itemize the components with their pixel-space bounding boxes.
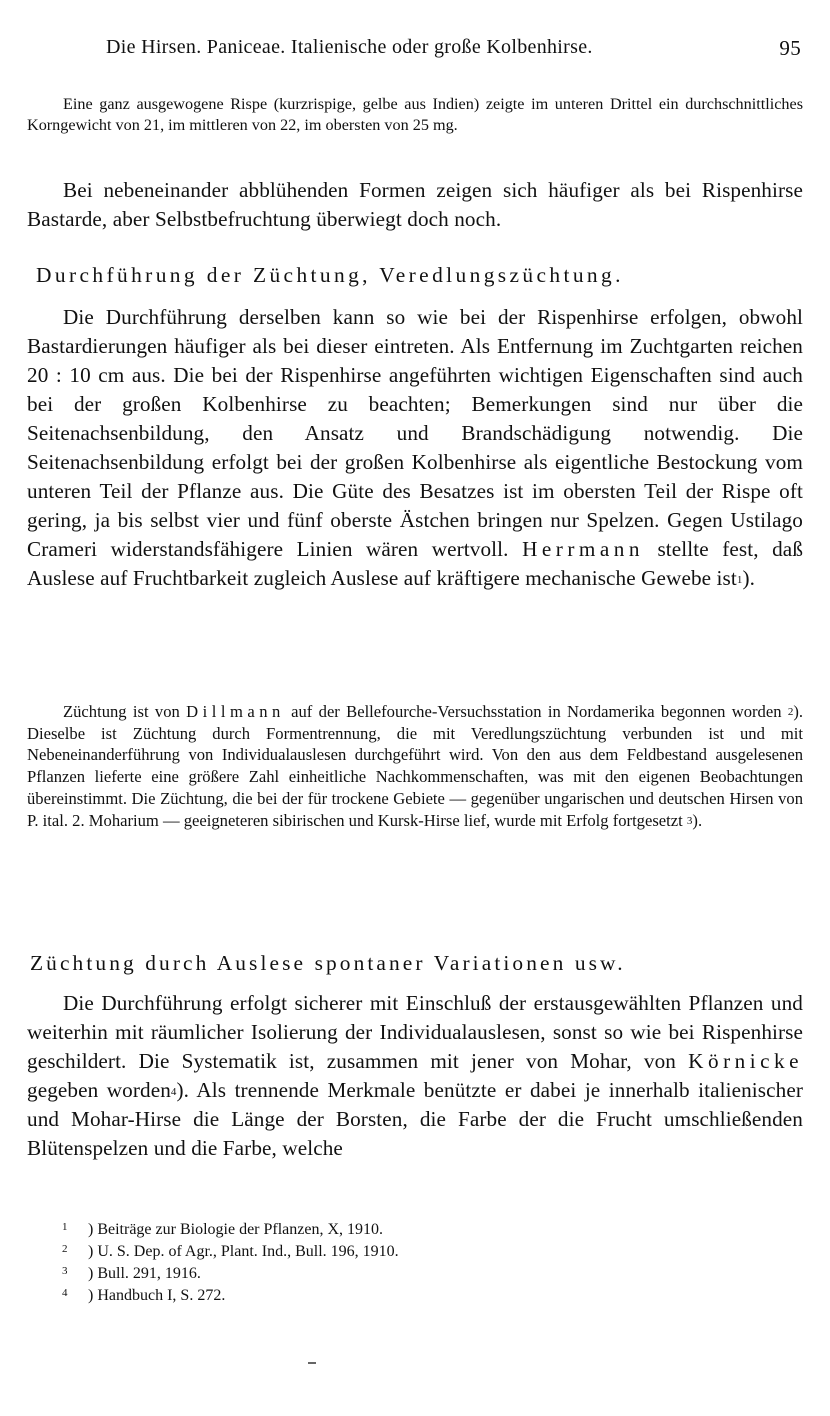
author-name-dillmann: Dillmann [186,702,285,721]
running-title: Die Hirsen. Paniceae. Italienische oder große Kolbenhirse. [106,36,593,58]
footnote-text: ) Beiträge zur Biologie der Pflanzen, X, 1910. [88,1221,384,1238]
text-span: Die Durchführung derselben kann so wie bei der Rispenhirse erfolgen, obwohl Bastardierungen häufiger als bei dieser eintreten. Als Entfernung im Zuchtgarten reichen 20 : 10 cm aus. Die bei der Rispenhirse angeführten wichtigen Eigenschaften sind auch bei der großen Kolbenhirse zu beachten; Bemerkungen sind nur über die Seitenachsenbildung, den Ansatz und Brandschädigung notwendig. Die Seitenachsenbildung erfolgt bei der großen Kolbenhirse als eigentliche Bestockung vom unteren Teil der Pflanze aus. Die Güte des Besatzes ist im obersten Teil der Rispe oft gering, ja bis selbst vier und fünf oberste Ästchen bringen nur Spelzen. Gegen Ustilago Crameri widerstandsfähigere Linien wären wertvoll. [27,305,803,561]
footnote-number: 4 [62,1287,68,1299]
text-span: Die Durchführung erfolgt sicherer mit Einschluß der erstausgewählten Pflanzen und weiterhin mit räumlicher Isolierung der Individualauslesen, sonst so wie bei Rispenhirse geschildert. Die Systematik ist, zusammen mit jener von Mohar, von [27,991,803,1073]
footnote-number: 3 [62,1265,68,1277]
footnote-mark [62,1241,88,1263]
text-span: ). [692,810,703,830]
paragraph-selection-procedure [27,989,803,1163]
section-heading-breeding: Durchführung der Züchtung, Veredlungszüchtung. [36,263,624,287]
text-span: stellte fest, daß Auslese auf Fruchtbarkeit zugleich Auslese auf kräftigere mechanische Gewebe ist [27,537,804,590]
footnote-number: 2 [62,1243,68,1255]
footnote-text: ) U. S. Dep. of Agr., Plant. Ind., Bull. 196, 1910. [88,1243,399,1260]
footnote-text: ) Handbuch I, S. 272. [88,1287,226,1304]
paragraph-grain-weight: Eine ganz ausgewogene Rispe (kurzrispige, gelbe aus Indien) zeigte im unteren Drittel ein durchschnittliches Korngewicht von 21, im mittleren von 22, im obersten von 25 mg. [27,95,803,134]
text-span: ). [742,566,756,590]
footnotes [62,1219,762,1307]
running-header [106,36,801,66]
author-name-koernicke: Körnicke [688,1049,804,1073]
text-span: Züchtung ist von [63,702,180,721]
author-name-herrmann: Herrmann [522,537,644,561]
page-number: 95 [779,36,801,60]
footnote-ref: 3 [686,814,693,827]
print-mark [308,1362,316,1364]
footnote-mark [62,1219,88,1241]
footnote-number: 1 [62,1221,68,1233]
paragraph-breeding-procedure [27,303,803,593]
footnote-ref: 1 [736,574,743,586]
text-span: gegeben worden [27,1078,171,1102]
footnote-mark [62,1263,88,1285]
footnote-4 [62,1285,762,1307]
text-span: ). Dieselbe ist Züchtung durch Formentrennung, die mit Veredlungszüchtung verbunden ist und mit Nebeneinanderführung von Individualauslesen durchgeführt wird. Von den aus dem Feldbestand ausgelesenen Pflanzen lieferte eine größere Zahl einheitliche Nachkommenschaften, was mit den eigenen Beobachtungen übereinstimmt. Die Züchtung, die bei der für trockene Gebiete — gegenüber ungarischen und deutschen Hirsen von P. ital. 2. Moharium — geeigneteren sibirischen und Kursk-Hirse lief, wurde mit Erfolg fortgesetzt [27,702,804,830]
footnote-mark [62,1285,88,1307]
section-heading-selection: Züchtung durch Auslese spontaner Variationen usw. [30,951,626,975]
text-span: ). Als trennende Merkmale benützte er dabei je innerhalb italienischer und Mohar-Hirse die Länge der Borsten, die Farbe der die Frucht umschließenden Blütenspelzen und die Farbe, welche [27,1078,803,1160]
footnote-2 [62,1241,762,1263]
footnote-ref: 2 [787,706,794,718]
footnote-1 [62,1219,762,1241]
paragraph-dillmann [27,701,803,831]
footnote-text: ) Bull. 291, 1916. [88,1265,201,1282]
paragraph-bastards: Bei nebeneinander abblühenden Formen zeigen sich häufiger als bei Rispenhirse Bastarde, aber Selbstbefruchtung überwiegt doch noch. [27,178,803,231]
footnote-ref: 4 [170,1086,177,1098]
text-span: auf der Bellefourche-Versuchsstation in Nordamerika begonnen worden [291,702,782,721]
footnote-3 [62,1263,762,1285]
